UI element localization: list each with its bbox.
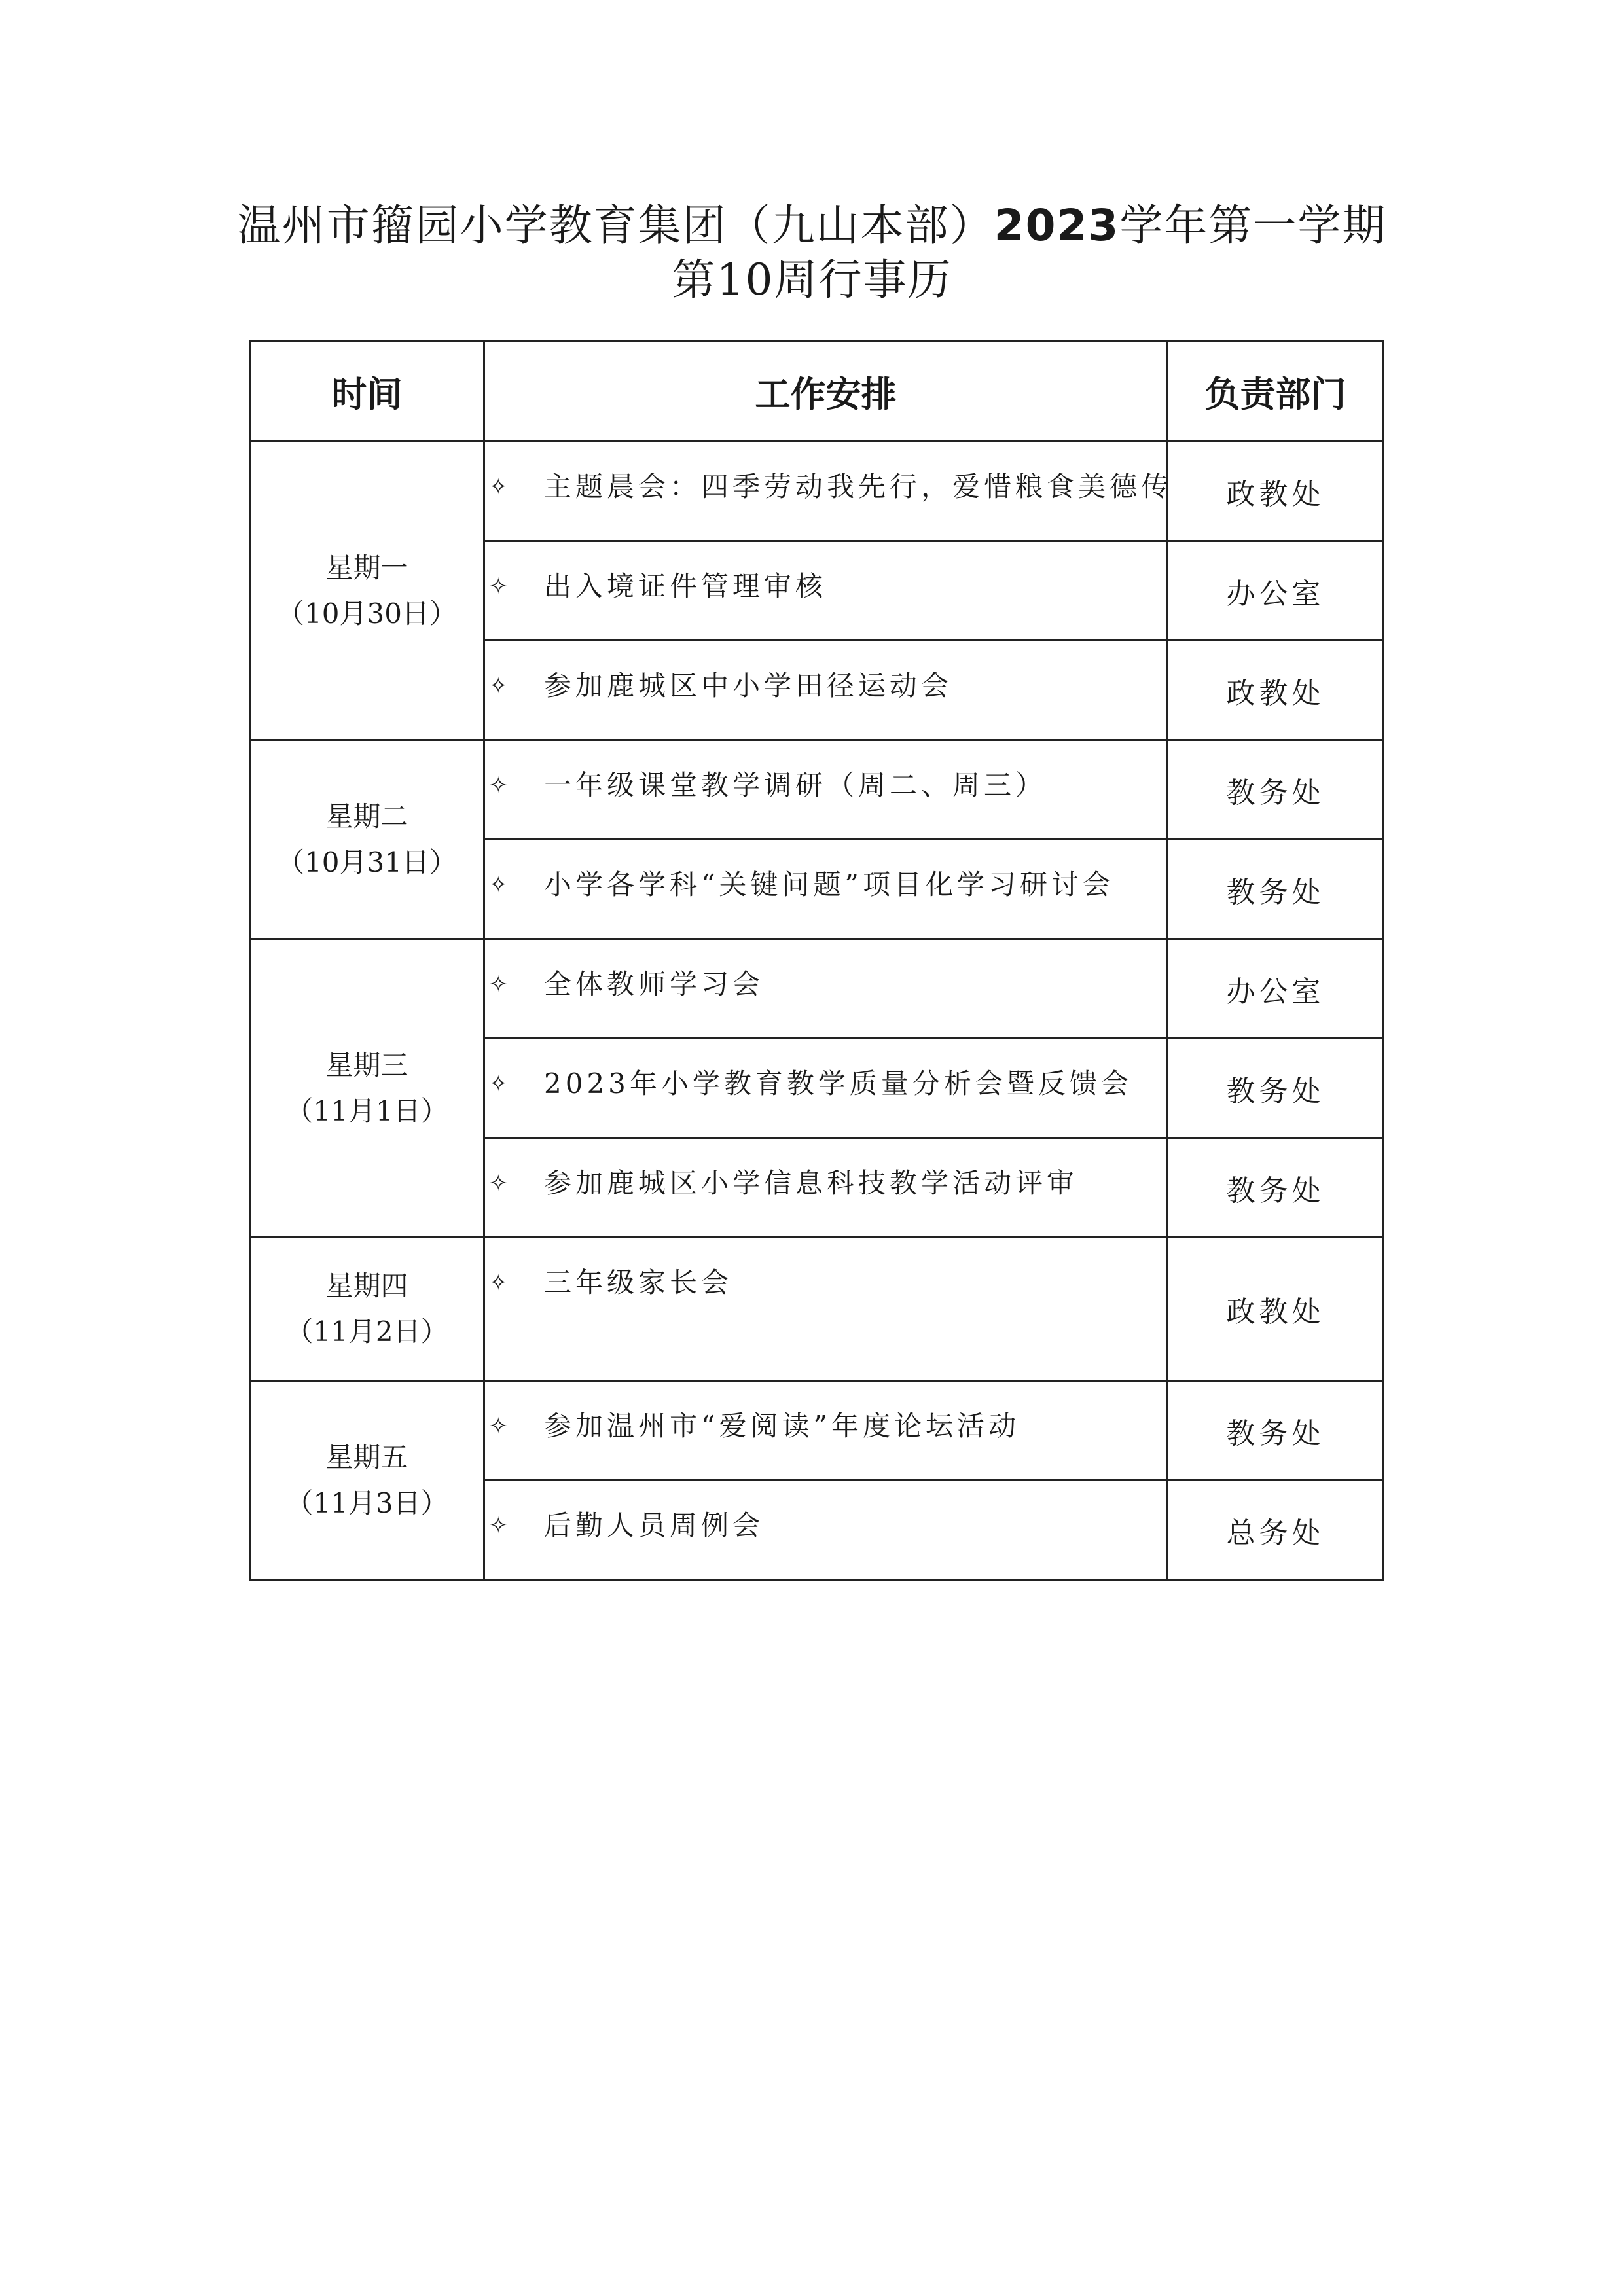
header-task: 工作安排 (484, 342, 1168, 442)
diamond-bullet-icon: ✧ (489, 971, 508, 997)
diamond-bullet-icon: ✧ (489, 1270, 508, 1296)
task-cell (484, 1238, 1168, 1381)
task-text: 参加鹿城区小学信息科技教学活动评审 (544, 1167, 1079, 1199)
day-name: 星期五 (325, 1441, 408, 1473)
day-name: 星期二 (325, 800, 408, 833)
day-cell-monday (250, 442, 484, 740)
table-row (250, 442, 1384, 541)
task-text: 后勤人员周例会 (544, 1509, 765, 1541)
title-suffix: 学年第一学期 (1119, 200, 1387, 251)
dept-cell: 办公室 (1168, 939, 1384, 1039)
task-text: 小学各学科“关键问题”项目化学习研讨会 (544, 869, 1114, 901)
task-cell (484, 1039, 1168, 1138)
task-text: 参加温州市“爱阅读”年度论坛活动 (544, 1410, 1020, 1442)
task-text: 2023年小学教育教学质量分析会暨反馈会 (544, 1067, 1132, 1100)
dept-cell: 总务处 (1168, 1480, 1384, 1580)
dept-cell: 政教处 (1168, 641, 1384, 740)
task-cell (484, 840, 1168, 939)
dept-cell: 办公室 (1168, 541, 1384, 641)
dept-cell: 教务处 (1168, 1138, 1384, 1238)
day-date: （11月2日） (285, 1316, 448, 1348)
page-title-line1 (0, 200, 1624, 252)
diamond-bullet-icon: ✧ (489, 1170, 508, 1196)
task-cell (484, 1480, 1168, 1580)
task-text: 主题晨会：四季劳动我先行，爱惜粮食美德传 (544, 471, 1173, 503)
task-text: 参加鹿城区中小学田径运动会 (544, 670, 953, 702)
task-text: 出入境证件管理审核 (544, 570, 827, 602)
day-name: 星期三 (325, 1049, 408, 1081)
table-header-row (250, 342, 1384, 442)
table-row (250, 1238, 1384, 1381)
diamond-bullet-icon: ✧ (489, 1413, 508, 1439)
day-cell-friday (250, 1381, 484, 1580)
schedule-table (249, 340, 1384, 1581)
task-cell (484, 1381, 1168, 1480)
diamond-bullet-icon: ✧ (489, 772, 508, 798)
day-name: 星期一 (325, 551, 408, 584)
task-cell (484, 1138, 1168, 1238)
table-row (250, 939, 1384, 1039)
task-text: 全体教师学习会 (544, 968, 765, 1000)
title-prefix: 温州市籀园小学教育集团（九山本部） (237, 200, 994, 251)
dept-cell: 教务处 (1168, 740, 1384, 840)
task-cell (484, 541, 1168, 641)
day-cell-thursday (250, 1238, 484, 1381)
table-row (250, 1381, 1384, 1480)
header-time: 时间 (250, 342, 484, 442)
task-cell (484, 939, 1168, 1039)
task-cell (484, 442, 1173, 541)
task-text: 三年级家长会 (544, 1266, 733, 1299)
day-date: （11月1日） (285, 1094, 448, 1127)
diamond-bullet-icon: ✧ (489, 872, 508, 898)
table-row (250, 740, 1384, 840)
diamond-bullet-icon: ✧ (489, 1513, 508, 1539)
page-title-line2: 第10周行事历 (672, 255, 952, 305)
dept-cell: 教务处 (1168, 1381, 1384, 1480)
day-date: （10月30日） (277, 597, 457, 630)
day-date: （10月31日） (277, 846, 457, 878)
day-name: 星期四 (325, 1270, 408, 1302)
diamond-bullet-icon: ✧ (489, 673, 508, 699)
diamond-bullet-icon: ✧ (489, 573, 508, 600)
day-cell-wednesday (250, 939, 484, 1238)
day-cell-tuesday (250, 740, 484, 939)
diamond-bullet-icon: ✧ (489, 474, 508, 500)
task-text: 一年级课堂教学调研（周二、周三） (544, 769, 1047, 801)
dept-cell: 政教处 (1168, 1238, 1384, 1381)
header-dept: 负责部门 (1168, 342, 1384, 442)
title-year: 2023 (994, 200, 1120, 251)
dept-cell: 教务处 (1168, 840, 1384, 939)
day-date: （11月3日） (285, 1486, 448, 1519)
diamond-bullet-icon: ✧ (489, 1071, 508, 1097)
task-cell (484, 641, 1168, 740)
task-cell (484, 740, 1168, 840)
dept-cell: 教务处 (1168, 1039, 1384, 1138)
dept-cell: 政教处 (1168, 442, 1384, 541)
